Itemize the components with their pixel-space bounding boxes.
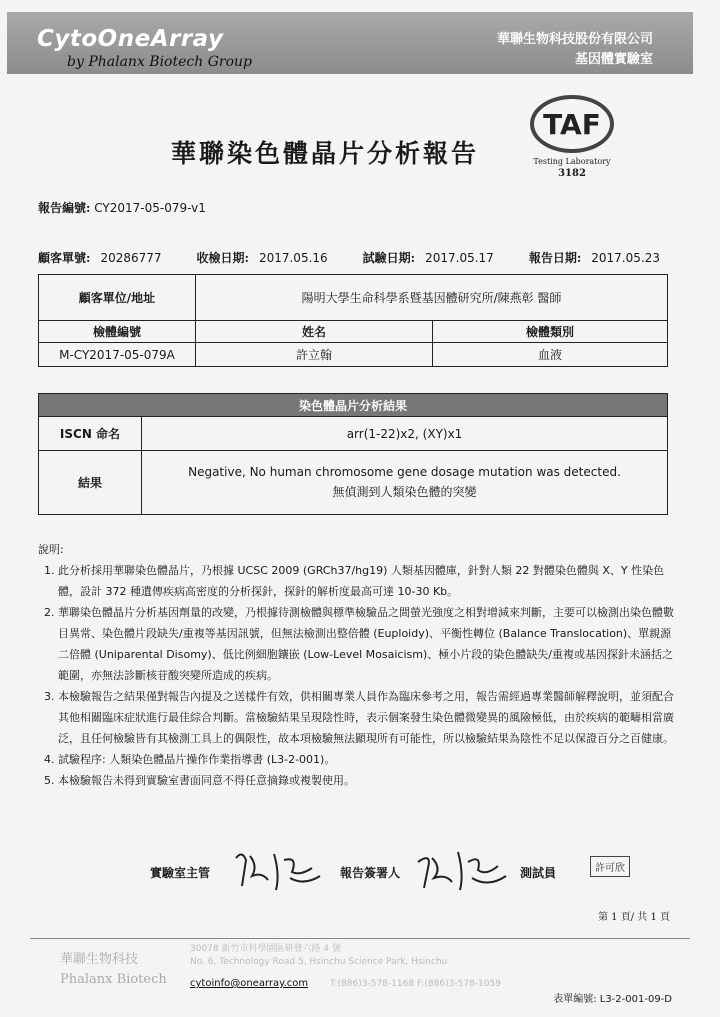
received-date	[197, 249, 328, 266]
note-item: 4. 試驗程序: 人類染色體晶片操作作業指導書 (L3-2-001)。	[58, 749, 678, 770]
iscn-value: arr(1-22)x2, (XY)x1	[142, 417, 668, 451]
report-meta	[38, 249, 660, 266]
iscn-label: ISCN 命名	[39, 417, 142, 451]
footer-address	[190, 943, 447, 969]
customer-info-table	[38, 274, 668, 367]
company-name-line1: 華聯生物科技股份有限公司	[496, 32, 653, 47]
signature-block	[150, 846, 650, 894]
notes-list	[38, 560, 678, 791]
company-name-line2: 基因體實驗室	[574, 52, 653, 67]
customer-unit-label: 顧客單位/地址	[39, 275, 196, 321]
report-title: 華聯染色體晶片分析報告	[170, 139, 479, 168]
tester-label: 測試員	[520, 866, 557, 880]
logo-tagline: by Phalanx Biotech Group	[67, 54, 252, 70]
report-number-value: CY2017-05-079-v1	[94, 201, 206, 215]
report-date-label: 報告日期:	[528, 251, 582, 265]
footer-company-en: Phalanx Biotech	[60, 972, 167, 987]
report-date-value: 2017.05.23	[591, 251, 660, 265]
customer-number-value: 20286777	[100, 251, 162, 265]
conclusion-english: Negative, No human chromosome gene dosage mutation was detected.	[188, 465, 621, 479]
specimen-id-header: 檢體編號	[39, 321, 196, 343]
footer-address-zh: 30078 新竹市科學園區研發六路 4 號	[190, 944, 341, 954]
footer-phone: T:(886)3-578-1168 F:(886)3-578-1059	[330, 979, 501, 989]
company-logo: CytoOneArray	[37, 26, 224, 52]
received-date-value: 2017.05.16	[258, 251, 328, 265]
customer-number	[38, 249, 162, 266]
report-number	[38, 199, 206, 216]
footer-company-zh: 華聯生物科技	[60, 952, 139, 967]
specimen-id-value: M-CY2017-05-079A	[39, 343, 196, 367]
notes-heading: 說明:	[38, 543, 64, 556]
report-date	[529, 249, 660, 266]
conclusion-cell	[142, 451, 668, 515]
footer-watermark	[60, 950, 167, 990]
patient-name-header: 姓名	[196, 321, 433, 343]
taf-number: 3182	[558, 168, 586, 179]
footer-address-en: No. 6, Technology Road 5, Hsinchu Science Park, Hsinchu	[190, 957, 448, 967]
notes-section	[38, 539, 678, 791]
footer-divider	[30, 938, 690, 939]
taf-logo: TAF	[530, 95, 614, 153]
test-date	[363, 249, 494, 266]
received-date-label: 收檢日期:	[196, 251, 249, 265]
note-item: 3. 本檢驗報告之結果僅對報告內提及之送樣件有效，供相關專業人員作為臨床參考之用，報告需經過專業醫師解釋說明，並須配合其他相關臨床症狀進行最佳綜合判斷。當檢驗結果呈現陰性時，表示個案發生染色體微變異的風險極低，由於疾病的範疇相當廣泛，且任何檢驗皆有其檢測工具上的偶限性，故本項檢驗無法顯現所有可能性，所以檢驗結果為陰性不足以保證百分之百健康。	[58, 686, 678, 749]
header-band	[7, 12, 693, 74]
analysis-results-table	[38, 393, 668, 515]
conclusion-chinese: 無偵測到人類染色體的突變	[332, 485, 477, 499]
lab-director-label: 實驗室主管	[150, 866, 211, 880]
note-item: 5. 本檢驗報告未得到實驗室書面同意不得任意摘錄或複製使用。	[58, 770, 678, 791]
test-date-label: 試驗日期:	[362, 251, 416, 265]
taf-label: Testing Laboratory	[533, 157, 611, 166]
signer-label: 報告簽署人	[340, 866, 401, 880]
note-item: 1. 此分析採用華聯染色體晶片，乃根據 UCSC 2009 (GRCh37/hg19) 人類基因體庫，針對人類 22 對體染色體與 X、Y 性染色體，設計 372 種遺傳疾病高密度的分析探針，探針的解析度最高可達 10-30 Kb。	[58, 560, 678, 602]
tester-stamp: 許可欣	[590, 856, 630, 877]
customer-number-label: 顧客單號:	[38, 251, 91, 265]
specimen-type-value: 血液	[433, 343, 668, 367]
conclusion-label: 結果	[39, 451, 142, 515]
customer-unit-value: 陽明大學生命科學系暨基因體研究所/陳燕彰 醫師	[196, 275, 668, 321]
footer-email-link[interactable]: cytoinfo@onearray.com	[190, 978, 309, 989]
form-number: 表單編號: L3-2-001-09-D	[553, 994, 672, 1005]
lab-director-signature	[228, 846, 328, 894]
report-signer-signature	[412, 846, 512, 894]
company-name	[497, 30, 653, 70]
page-number: 第 1 頁/ 共 1 頁	[598, 912, 670, 923]
patient-name-value: 許立翰	[196, 343, 433, 367]
note-item: 2. 華聯染色體晶片分析基因劑量的改變，乃根據待測檢體與標準檢驗品之間螢光強度之相對增減來判斷，主要可以檢測出染色體數目異常、染色體片段缺失/重複等基因訊號，但無法檢測出整倍體 (Euploidy)、平衡性轉位 (Balance Translocation)、單親源二倍體 (Uniparental Disomy)、低比例細胞鑲嵌 (Low-Level Mosaicism)、極小片段的染色體缺失/重複或基因探針未涵括之範圍，亦無法診斷核苷酸突變所造成的疾病。	[58, 602, 678, 686]
report-number-label: 報告編號:	[38, 201, 91, 215]
results-header: 染色體晶片分析結果	[39, 394, 668, 417]
specimen-type-header: 檢體類別	[433, 321, 668, 343]
test-date-value: 2017.05.17	[425, 251, 494, 265]
